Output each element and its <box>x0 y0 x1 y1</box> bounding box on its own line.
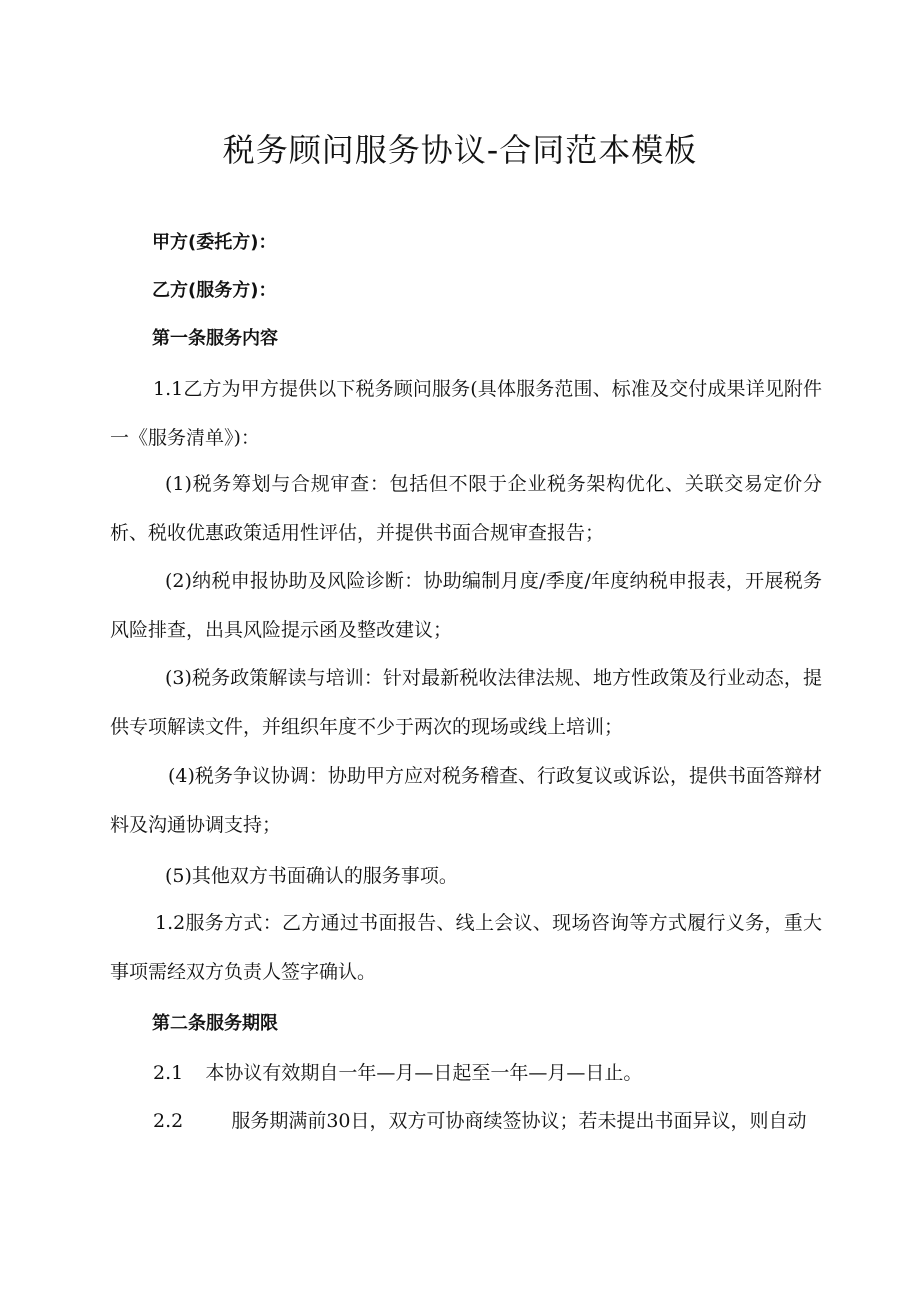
article-2-heading: 第二条服务期限 <box>152 1013 278 1034</box>
clause-2-1-number: 2.1 <box>153 1062 184 1084</box>
clause-2-2-number: 2.2 <box>153 1110 184 1132</box>
service-item-5: (5)其他双方书面确认的服务事项。 <box>165 865 458 887</box>
service-item-3: (3)税务政策解读与培训：针对最新税收法律法规、地方性政策及行业动态，提供专项解读文件，并组织年度不少于两次的现场或线上培训； <box>110 667 822 738</box>
service-item-1: (1)税务筹划与合规审查：包括但不限于企业税务架构优化、关联交易定价分析、税收优惠政策适用性评估，并提供书面合规审查报告； <box>110 473 822 544</box>
clause-2-1-text: 本协议有效期自一年—月—日起至一年—月—日止。 <box>205 1062 643 1084</box>
article-1-heading: 第一条服务内容 <box>152 328 278 349</box>
clause-2-2-text: 服务期满前30日，双方可协商续签协议；若未提出书面异议，则自动 <box>231 1110 807 1132</box>
document-title: 税务顾问服务协议-合同范本模板 <box>222 131 698 169</box>
party-b-label: 乙方(服务方)： <box>152 280 277 301</box>
clause-1-2: 1.2服务方式：乙方通过书面报告、线上会议、现场咨询等方式履行义务，重大事项需经双方负责人签字确认。 <box>110 912 822 983</box>
service-item-2: (2)纳税申报协助及风险诊断：协助编制月度/季度/年度纳税申报表，开展税务风险排查，出具风险提示函及整改建议； <box>110 570 822 641</box>
party-a-label: 甲方(委托方)： <box>152 232 277 253</box>
clause-2-2 <box>153 1109 807 1133</box>
clause-1-1: 1.1乙方为甲方提供以下税务顾问服务(具体服务范围、标准及交付成果详见附件一《服务清单》)： <box>110 378 822 449</box>
clause-2-1 <box>153 1061 642 1085</box>
service-item-4: (4)税务争议协调：协助甲方应对税务稽查、行政复议或诉讼，提供书面答辩材料及沟通协调支持； <box>110 765 822 836</box>
